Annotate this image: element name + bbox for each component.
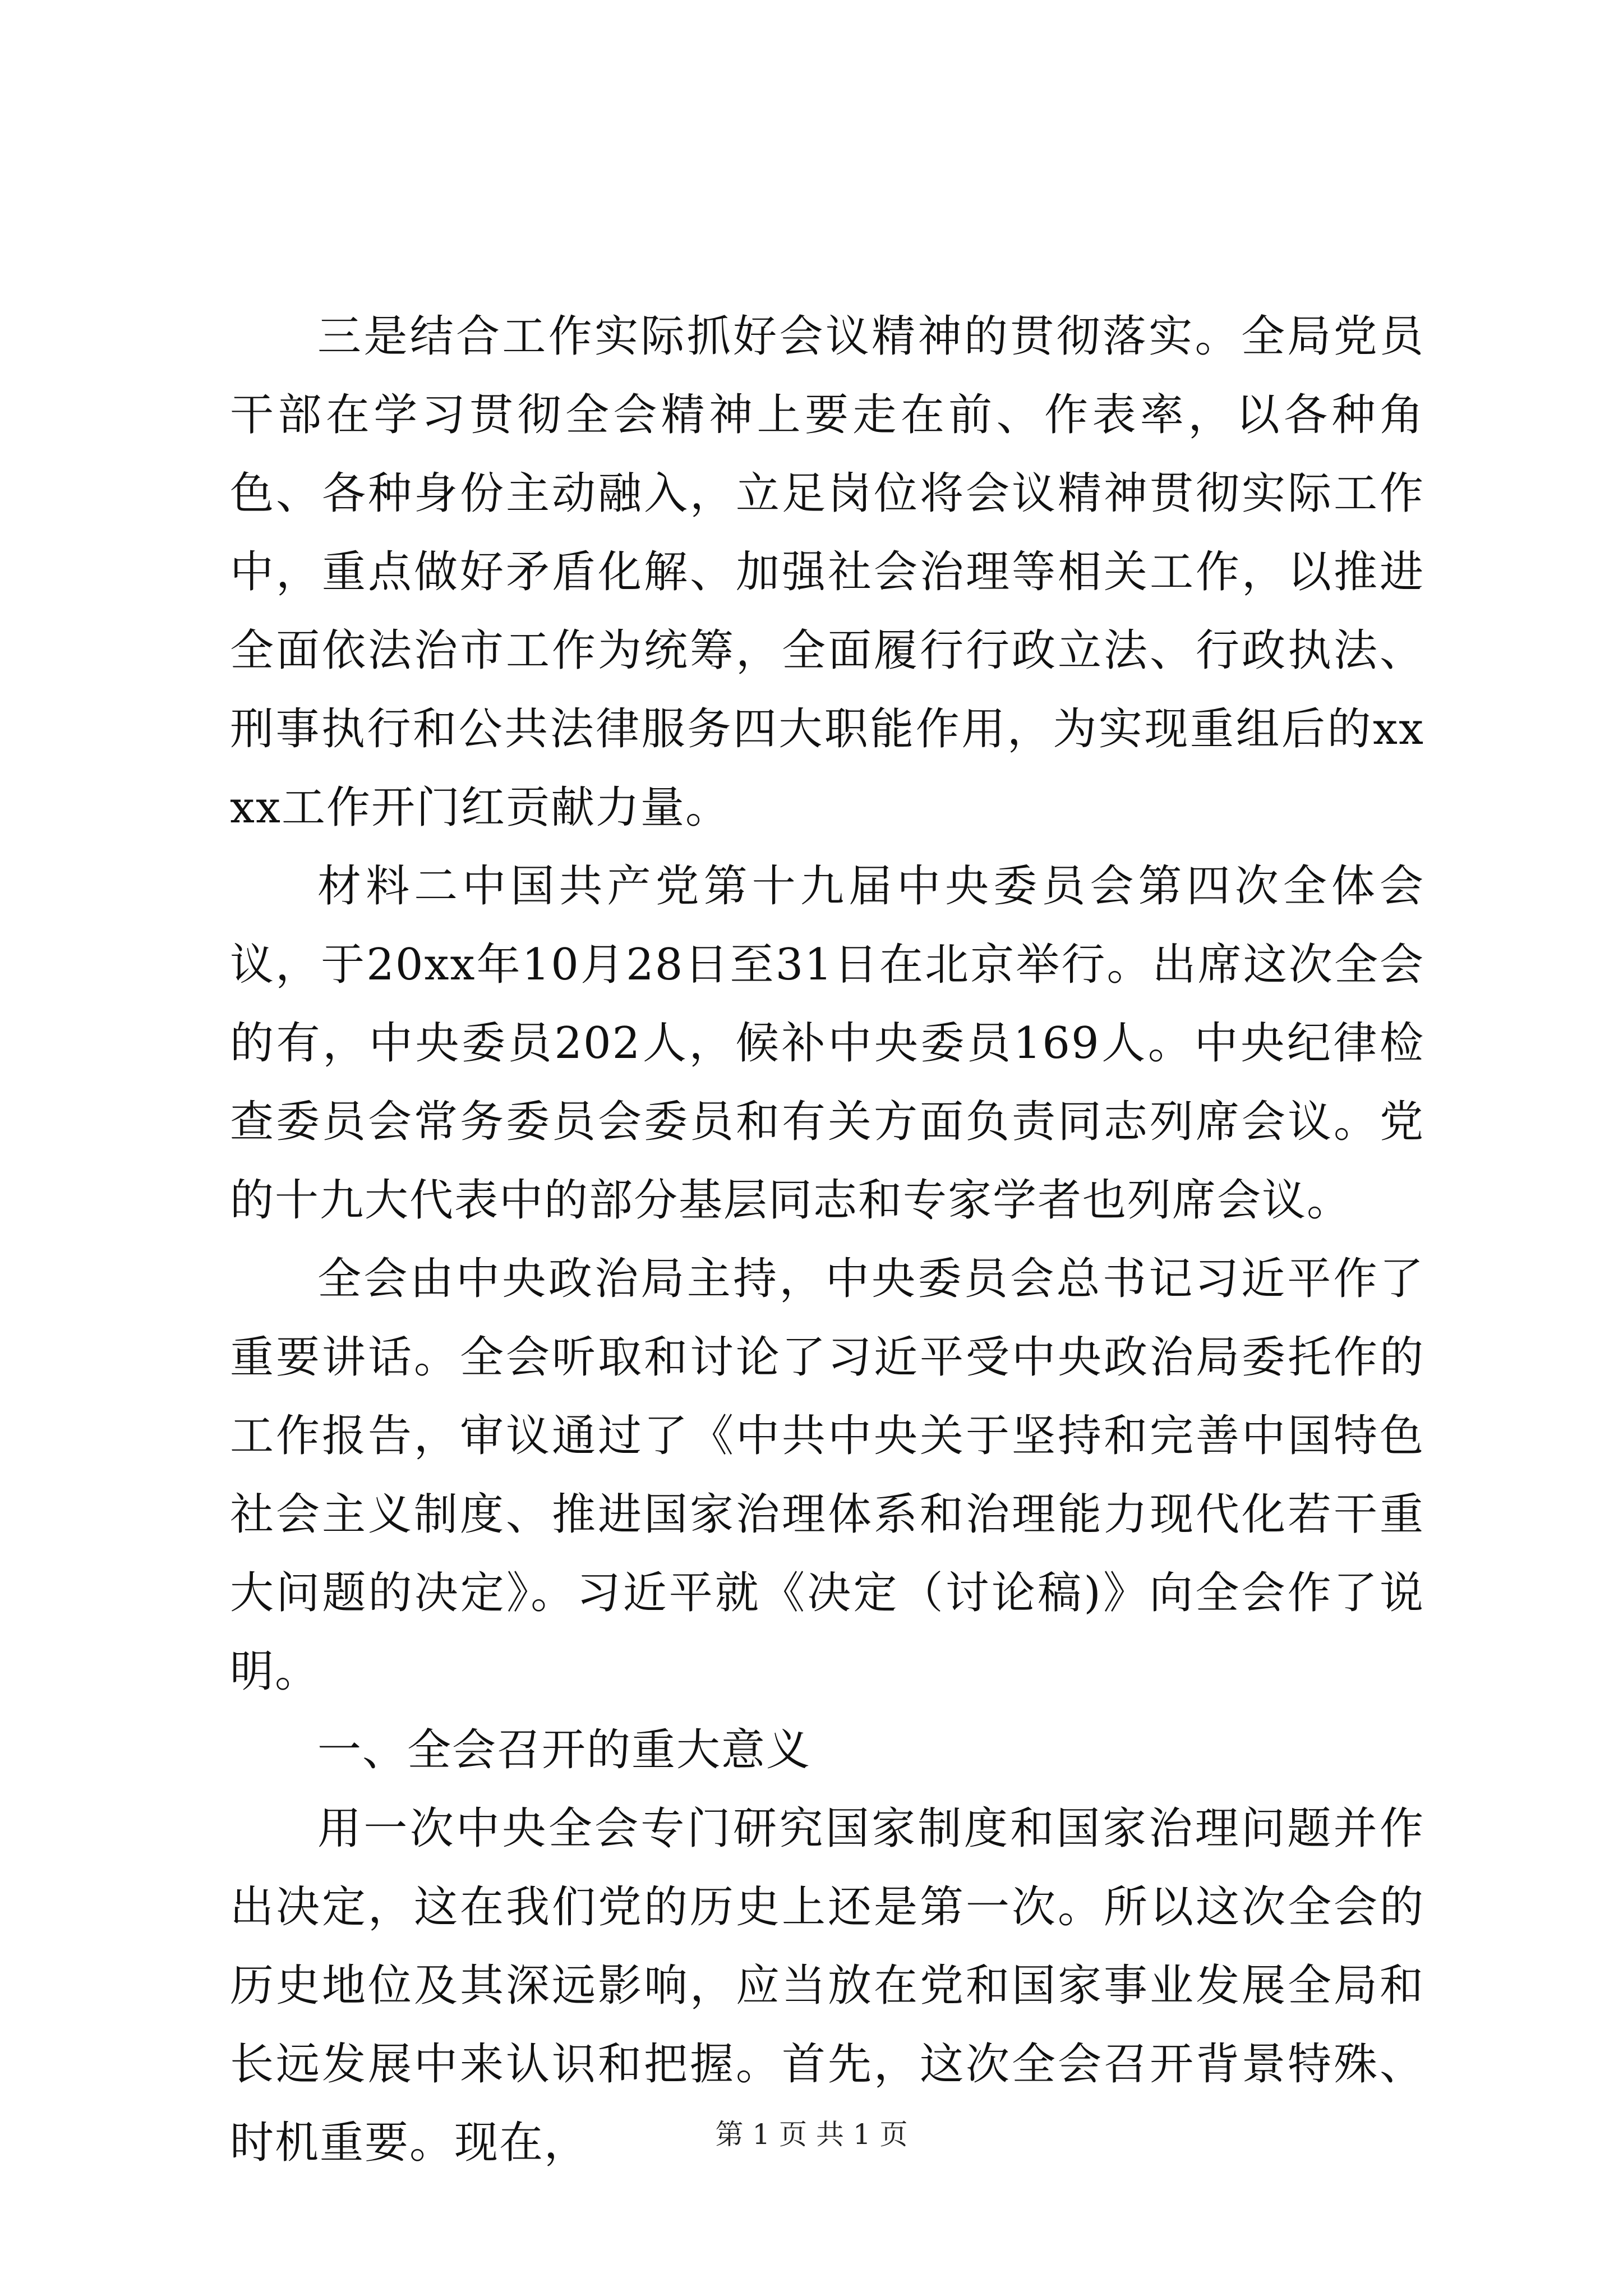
- paragraph-plenary-session: 全会由中央政治局主持，中央委员会总书记习近平作了重要讲话。全会听取和讨论了习近平受中央政治局委托作的工作报告，审议通过了《中共中央关于坚持和完善中国特色社会主义制度、推进国家治理体系和治理能力现代化若干重大问题的决定》。习近平就《决定（讨论稿)》向全会作了说明。: [230, 1254, 1424, 1697]
- paragraph-material-two: 材料二中国共产党第十九届中央委员会第四次全体会议，于20xx年10月28日至31日在北京举行。出席这次全会的有，中央委员202人，候补中央委员169人。中央纪律检查委员会常务委员会委员和有关方面负责同志列席会议。党的十九大代表中的部分基层同志和专家学者也列席会议。: [230, 861, 1424, 1226]
- paragraph-implementation: 三是结合工作实际抓好会议精神的贯彻落实。全局党员干部在学习贯彻全会精神上要走在前、作表率，以各种角色、各种身份主动融入，立足岗位将会议精神贯彻实际工作中，重点做好矛盾化解、加强社会治理等相关工作，以推进全面依法治市工作为统筹，全面履行行政立法、行政执法、刑事执行和公共法律服务四大职能作用，为实现重组后的xxxx工作开门红贡献力量。: [230, 311, 1424, 833]
- section-heading-significance: 一、全会召开的重大意义: [317, 1725, 811, 1775]
- page-number-footer: 第 1 页 共 1 页: [715, 2118, 908, 2151]
- document-body: [230, 297, 1424, 2182]
- paragraph-significance: 用一次中央全会专门研究国家制度和国家治理问题并作出决定，这在我们党的历史上还是第一次。所以这次全会的历史地位及其深远影响，应当放在党和国家事业发展全局和长远发展中来认识和把握。首先，这次全会召开背景特殊、时机重要。现在，: [230, 1803, 1424, 2168]
